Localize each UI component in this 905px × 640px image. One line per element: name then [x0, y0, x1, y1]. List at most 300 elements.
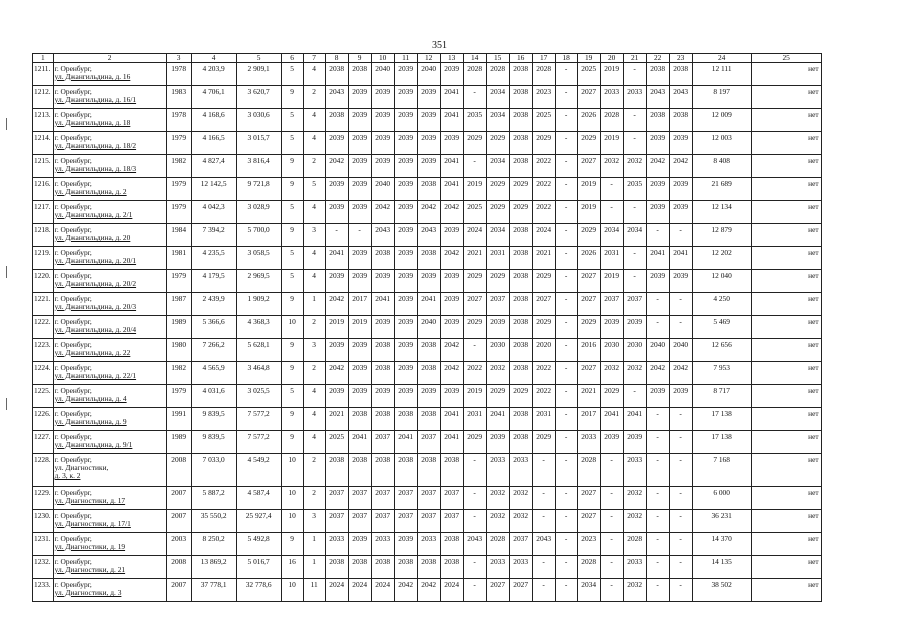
table-cell: - [600, 579, 623, 602]
table-cell: - [555, 339, 577, 362]
table-cell: 2039 [348, 109, 371, 132]
table-cell: 2038 [325, 63, 348, 86]
table-cell: 2035 [463, 109, 486, 132]
table-cell: 2029 [509, 178, 532, 201]
table-cell: - [669, 431, 692, 454]
table-cell: 2029 [532, 316, 555, 339]
table-cell: 2021 [532, 247, 555, 270]
address-line: ул. Джангильдина, д. 2 [54, 187, 127, 196]
table-cell: нет [751, 155, 821, 178]
table-cell: 2027 [577, 362, 600, 385]
table-cell: 2038 [440, 454, 463, 487]
address-line: г. Оренбург, [54, 156, 92, 165]
table-cell: 2039 [348, 201, 371, 224]
table-cell: 1980 [166, 339, 191, 362]
table-cell: 1983 [166, 86, 191, 109]
table-cell: 2029 [463, 132, 486, 155]
table-cell: 2039 [371, 385, 394, 408]
table-cell: - [669, 533, 692, 556]
table-cell: 2039 [394, 316, 417, 339]
table-cell: 2038 [509, 408, 532, 431]
table-cell: 2027 [577, 293, 600, 316]
table-cell: 2039 [371, 270, 394, 293]
table-row [33, 510, 822, 533]
table-cell: - [555, 247, 577, 270]
address-line: г. Оренбург, [54, 432, 92, 441]
table-cell: 1984 [166, 224, 191, 247]
table-cell: 10 [281, 487, 303, 510]
table-cell: 2043 [646, 86, 669, 109]
table-cell: 2027 [577, 510, 600, 533]
table-cell: 8 717 [692, 385, 751, 408]
table-cell: 2042 [417, 579, 440, 602]
address-line: ул. Джангильдина, д. 20 [54, 233, 131, 242]
table-cell: 2042 [325, 155, 348, 178]
address-line: ул. Диагностики, д. 19 [54, 542, 126, 551]
column-header: 22 [646, 54, 669, 63]
table-cell: 2041 [371, 293, 394, 316]
table-cell: - [555, 109, 577, 132]
row-number: 1225. [33, 385, 54, 408]
table-cell: 7 394,2 [191, 224, 236, 247]
table-cell: - [600, 201, 623, 224]
table-cell: 2039 [325, 178, 348, 201]
address-cell [53, 362, 166, 385]
table-cell: 2028 [600, 109, 623, 132]
table-cell: 2038 [509, 132, 532, 155]
column-header: 18 [555, 54, 577, 63]
table-cell: 2034 [577, 579, 600, 602]
table-cell: 5 [281, 385, 303, 408]
table-cell: 2033 [486, 454, 509, 487]
table-cell: 2039 [394, 533, 417, 556]
table-cell: 2041 [623, 408, 646, 431]
table-cell: 2038 [509, 293, 532, 316]
table-cell: 2037 [325, 510, 348, 533]
table-cell: 2022 [532, 362, 555, 385]
table-cell: 2038 [348, 63, 371, 86]
address-line: ул. Диагностики, д. 21 [54, 565, 126, 574]
table-cell: 2038 [417, 454, 440, 487]
table-cell: 1989 [166, 316, 191, 339]
address-cell [53, 556, 166, 579]
table-cell: 2041 [417, 293, 440, 316]
table-cell: 2023 [532, 86, 555, 109]
table-cell: 2032 [600, 362, 623, 385]
row-number: 1228. [33, 454, 54, 487]
table-cell: 2030 [623, 339, 646, 362]
table-cell: 2025 [532, 109, 555, 132]
table-cell: 2033 [486, 556, 509, 579]
address-cell [53, 339, 166, 362]
table-cell: 3 [303, 510, 325, 533]
table-cell: 9 [281, 339, 303, 362]
table-cell: 2038 [348, 556, 371, 579]
table-cell: 4 166,5 [191, 132, 236, 155]
table-row [33, 362, 822, 385]
table-cell: 2008 [166, 454, 191, 487]
table-cell: 2034 [600, 224, 623, 247]
table-cell: 2027 [509, 579, 532, 602]
table-cell: 4 587,4 [236, 487, 281, 510]
address-cell [53, 579, 166, 602]
table-cell: 3 015,7 [236, 132, 281, 155]
address-cell [53, 533, 166, 556]
table-cell: 9 [281, 408, 303, 431]
table-cell: 2 439,9 [191, 293, 236, 316]
table-cell: 5 016,7 [236, 556, 281, 579]
table-cell: 2027 [463, 293, 486, 316]
row-number: 1219. [33, 247, 54, 270]
address-line: ул. Джангильдина, д. 22/1 [54, 371, 137, 380]
table-cell: нет [751, 293, 821, 316]
table-cell: 2039 [394, 339, 417, 362]
table-cell: 2029 [532, 270, 555, 293]
table-cell: 2019 [600, 270, 623, 293]
address-line: ул. Джангильдина, д. 16 [54, 72, 131, 81]
table-cell: 2039 [646, 178, 669, 201]
table-cell: 2034 [486, 155, 509, 178]
table-cell: 2039 [646, 385, 669, 408]
table-cell: нет [751, 86, 821, 109]
table-cell: 2037 [417, 487, 440, 510]
table-cell: 3 [303, 224, 325, 247]
table-cell: 2029 [463, 270, 486, 293]
table-cell: 2038 [440, 556, 463, 579]
table-cell: 2039 [348, 86, 371, 109]
table-cell: 2038 [509, 155, 532, 178]
table-cell: 5 [281, 270, 303, 293]
table-cell: 2 [303, 362, 325, 385]
table-cell: 2032 [600, 155, 623, 178]
table-cell: 2039 [394, 155, 417, 178]
table-cell: 2039 [394, 362, 417, 385]
column-header: 25 [751, 54, 821, 63]
table-cell: 17 138 [692, 431, 751, 454]
table-cell: 4 [303, 247, 325, 270]
table-cell: 4 250 [692, 293, 751, 316]
column-header: 21 [623, 54, 646, 63]
address-cell [53, 224, 166, 247]
table-cell: 10 [281, 454, 303, 487]
table-row [33, 224, 822, 247]
table-cell: 2030 [600, 339, 623, 362]
table-cell: - [669, 224, 692, 247]
table-cell: 4 235,5 [191, 247, 236, 270]
table-cell: 2038 [509, 86, 532, 109]
row-number: 1230. [33, 510, 54, 533]
table-cell: 9 [281, 155, 303, 178]
table-cell: 2041 [646, 247, 669, 270]
table-cell: 2039 [348, 270, 371, 293]
address-line: г. Оренбург, [54, 248, 92, 257]
table-cell: 1991 [166, 408, 191, 431]
table-cell: 2043 [532, 533, 555, 556]
address-line: г. Оренбург, [54, 225, 92, 234]
table-cell: 2033 [417, 533, 440, 556]
table-cell: 2039 [440, 63, 463, 86]
table-cell: 2037 [417, 510, 440, 533]
table-cell: 2037 [440, 487, 463, 510]
table-cell: 2038 [509, 270, 532, 293]
table-cell: 2019 [600, 63, 623, 86]
table-cell: 2041 [440, 431, 463, 454]
table-row [33, 132, 822, 155]
table-cell: 2038 [348, 454, 371, 487]
table-cell: 4 [303, 132, 325, 155]
column-header: 23 [669, 54, 692, 63]
table-cell: 3 028,9 [236, 201, 281, 224]
table-cell: 2039 [600, 431, 623, 454]
table-cell: 4 [303, 109, 325, 132]
table-cell: - [646, 408, 669, 431]
table-cell: - [600, 533, 623, 556]
table-cell: - [532, 579, 555, 602]
table-cell: 2033 [371, 533, 394, 556]
table-cell: 2035 [623, 178, 646, 201]
table-cell: 1 [303, 533, 325, 556]
table-row [33, 155, 822, 178]
table-cell: 2039 [646, 201, 669, 224]
address-line: ул. Джангильдина, д. 18/3 [54, 164, 137, 173]
table-cell: нет [751, 385, 821, 408]
table-cell: 2024 [440, 579, 463, 602]
table-row [33, 201, 822, 224]
address-cell [53, 454, 166, 487]
table-cell: 2025 [577, 63, 600, 86]
address-line: г. Оренбург, [54, 340, 92, 349]
table-cell: 2029 [486, 270, 509, 293]
table-cell: - [463, 510, 486, 533]
table-cell: 4 827,4 [191, 155, 236, 178]
table-cell: нет [751, 431, 821, 454]
table-cell: 32 778,6 [236, 579, 281, 602]
table-cell: 2039 [600, 316, 623, 339]
table-cell: 2019 [325, 316, 348, 339]
table-cell: 6 000 [692, 487, 751, 510]
table-cell: 2029 [532, 431, 555, 454]
address-cell [53, 408, 166, 431]
table-cell: 2037 [348, 510, 371, 533]
table-cell: 4 168,6 [191, 109, 236, 132]
table-cell: - [623, 270, 646, 293]
table-row [33, 247, 822, 270]
table-cell: 2043 [325, 86, 348, 109]
table-cell: 4 [303, 431, 325, 454]
table-row [33, 316, 822, 339]
table-cell: 2039 [348, 132, 371, 155]
table-cell: 9 839,5 [191, 408, 236, 431]
table-cell: 2032 [623, 579, 646, 602]
row-number: 1214. [33, 132, 54, 155]
table-cell: 2038 [509, 339, 532, 362]
table-cell: 2038 [371, 339, 394, 362]
table-cell: 2038 [417, 247, 440, 270]
table-cell: 2028 [623, 533, 646, 556]
table-cell: 36 231 [692, 510, 751, 533]
table-cell: - [463, 487, 486, 510]
table-row [33, 385, 822, 408]
table-cell: 8 408 [692, 155, 751, 178]
row-number: 1227. [33, 431, 54, 454]
table-cell: нет [751, 408, 821, 431]
table-cell: - [555, 362, 577, 385]
address-cell [53, 132, 166, 155]
table-cell: 37 778,1 [191, 579, 236, 602]
table-cell: 2041 [440, 109, 463, 132]
table-cell: 1978 [166, 63, 191, 86]
table-cell: 2042 [440, 247, 463, 270]
table-cell: 2039 [348, 247, 371, 270]
table-cell: 2021 [577, 385, 600, 408]
address-line: г. Оренбург, [54, 110, 92, 119]
table-cell: - [555, 431, 577, 454]
address-line: ул. Джангильдина, д. 20/2 [54, 279, 137, 288]
table-cell: 2038 [417, 339, 440, 362]
table-cell: 2027 [532, 293, 555, 316]
address-line: ул. Диагностики, д. 3 [54, 588, 122, 597]
table-cell: - [463, 86, 486, 109]
table-cell: 2019 [463, 178, 486, 201]
table-cell: 2039 [646, 132, 669, 155]
table-cell: 2017 [348, 293, 371, 316]
table-cell: 4 [303, 385, 325, 408]
table-cell: 12 134 [692, 201, 751, 224]
address-line: г. Оренбург, [54, 580, 92, 589]
table-cell: - [623, 63, 646, 86]
table-cell: 2039 [371, 155, 394, 178]
table-cell: 2023 [577, 533, 600, 556]
table-cell: 9 [281, 224, 303, 247]
table-cell: - [623, 109, 646, 132]
table-cell: 2038 [348, 408, 371, 431]
table-cell: 2030 [486, 339, 509, 362]
table-cell: 5 [281, 109, 303, 132]
table-cell: 2039 [417, 86, 440, 109]
table-cell: 2032 [486, 510, 509, 533]
table-cell: 4 [303, 270, 325, 293]
table-cell: 2039 [394, 178, 417, 201]
table-cell: 2038 [371, 362, 394, 385]
table-cell: 2042 [646, 155, 669, 178]
table-cell: 2031 [486, 247, 509, 270]
table-cell: 2028 [486, 63, 509, 86]
table-cell: 2039 [440, 316, 463, 339]
table-cell: 2029 [577, 224, 600, 247]
table-cell: 1 909,2 [236, 293, 281, 316]
table-cell: 7 168 [692, 454, 751, 487]
table-cell: 2038 [509, 316, 532, 339]
address-cell [53, 293, 166, 316]
table-cell: 2039 [669, 132, 692, 155]
table-cell: 4 179,5 [191, 270, 236, 293]
table-cell: 2039 [394, 247, 417, 270]
table-cell: - [348, 224, 371, 247]
row-number: 1216. [33, 178, 54, 201]
table-cell: 2037 [417, 431, 440, 454]
table-cell: нет [751, 224, 821, 247]
table-cell: 2038 [509, 224, 532, 247]
table-cell: - [555, 556, 577, 579]
table-cell: 10 [281, 316, 303, 339]
table-cell: - [646, 293, 669, 316]
table-cell: 2 [303, 155, 325, 178]
table-cell: 16 [281, 556, 303, 579]
table-cell: 2033 [325, 533, 348, 556]
table-cell: - [600, 454, 623, 487]
address-cell [53, 270, 166, 293]
table-cell: 2029 [486, 201, 509, 224]
table-cell: 2022 [532, 385, 555, 408]
table-cell: 5 366,6 [191, 316, 236, 339]
table-cell: 8 250,2 [191, 533, 236, 556]
table-cell: 3 030,6 [236, 109, 281, 132]
address-line: ул. Диагностики, д. 17/1 [54, 519, 131, 528]
table-cell: 1987 [166, 293, 191, 316]
table-cell: 2029 [463, 431, 486, 454]
table-cell: 4 368,3 [236, 316, 281, 339]
table-cell: 2039 [371, 132, 394, 155]
table-cell: 2032 [509, 510, 532, 533]
address-cell [53, 109, 166, 132]
table-cell: 2029 [577, 132, 600, 155]
table-cell: 3 816,4 [236, 155, 281, 178]
table-cell: 2043 [463, 533, 486, 556]
table-cell: 2 909,1 [236, 63, 281, 86]
column-header: 8 [325, 54, 348, 63]
address-line: ул. Джангильдина, д. 20/1 [54, 256, 137, 265]
table-cell: 1 [303, 556, 325, 579]
address-line: г. Оренбург, [54, 202, 92, 211]
address-cell [53, 63, 166, 86]
table-cell: 2032 [623, 362, 646, 385]
table-cell: 2041 [394, 431, 417, 454]
table-row [33, 579, 822, 602]
address-line: г. Оренбург, [54, 534, 92, 543]
column-header: 14 [463, 54, 486, 63]
table-cell: 2 [303, 86, 325, 109]
table-cell: 2042 [325, 293, 348, 316]
table-cell: - [669, 454, 692, 487]
table-cell: 2028 [577, 454, 600, 487]
table-cell: 2019 [577, 178, 600, 201]
column-header: 16 [509, 54, 532, 63]
column-header: 3 [166, 54, 191, 63]
table-cell: - [646, 454, 669, 487]
row-number: 1224. [33, 362, 54, 385]
address-line: г. Оренбург, [54, 488, 92, 497]
address-line: г. Оренбург, [54, 133, 92, 142]
table-cell: - [646, 431, 669, 454]
table-cell: 2039 [486, 316, 509, 339]
table-cell: 2041 [440, 178, 463, 201]
margin-mark [6, 398, 7, 410]
table-cell: 1982 [166, 155, 191, 178]
table-cell: 4 203,9 [191, 63, 236, 86]
table-cell: 5 628,1 [236, 339, 281, 362]
address-line: ул. Джангильдина, д. 22 [54, 348, 131, 357]
table-cell: 2039 [394, 132, 417, 155]
table-cell: 5 [281, 247, 303, 270]
table-cell: 2039 [325, 339, 348, 362]
table-cell: - [623, 385, 646, 408]
table-cell: - [463, 556, 486, 579]
column-header: 19 [577, 54, 600, 63]
table-cell: 7 953 [692, 362, 751, 385]
column-header: 2 [53, 54, 166, 63]
table-cell: - [555, 408, 577, 431]
table-cell: 2039 [669, 178, 692, 201]
